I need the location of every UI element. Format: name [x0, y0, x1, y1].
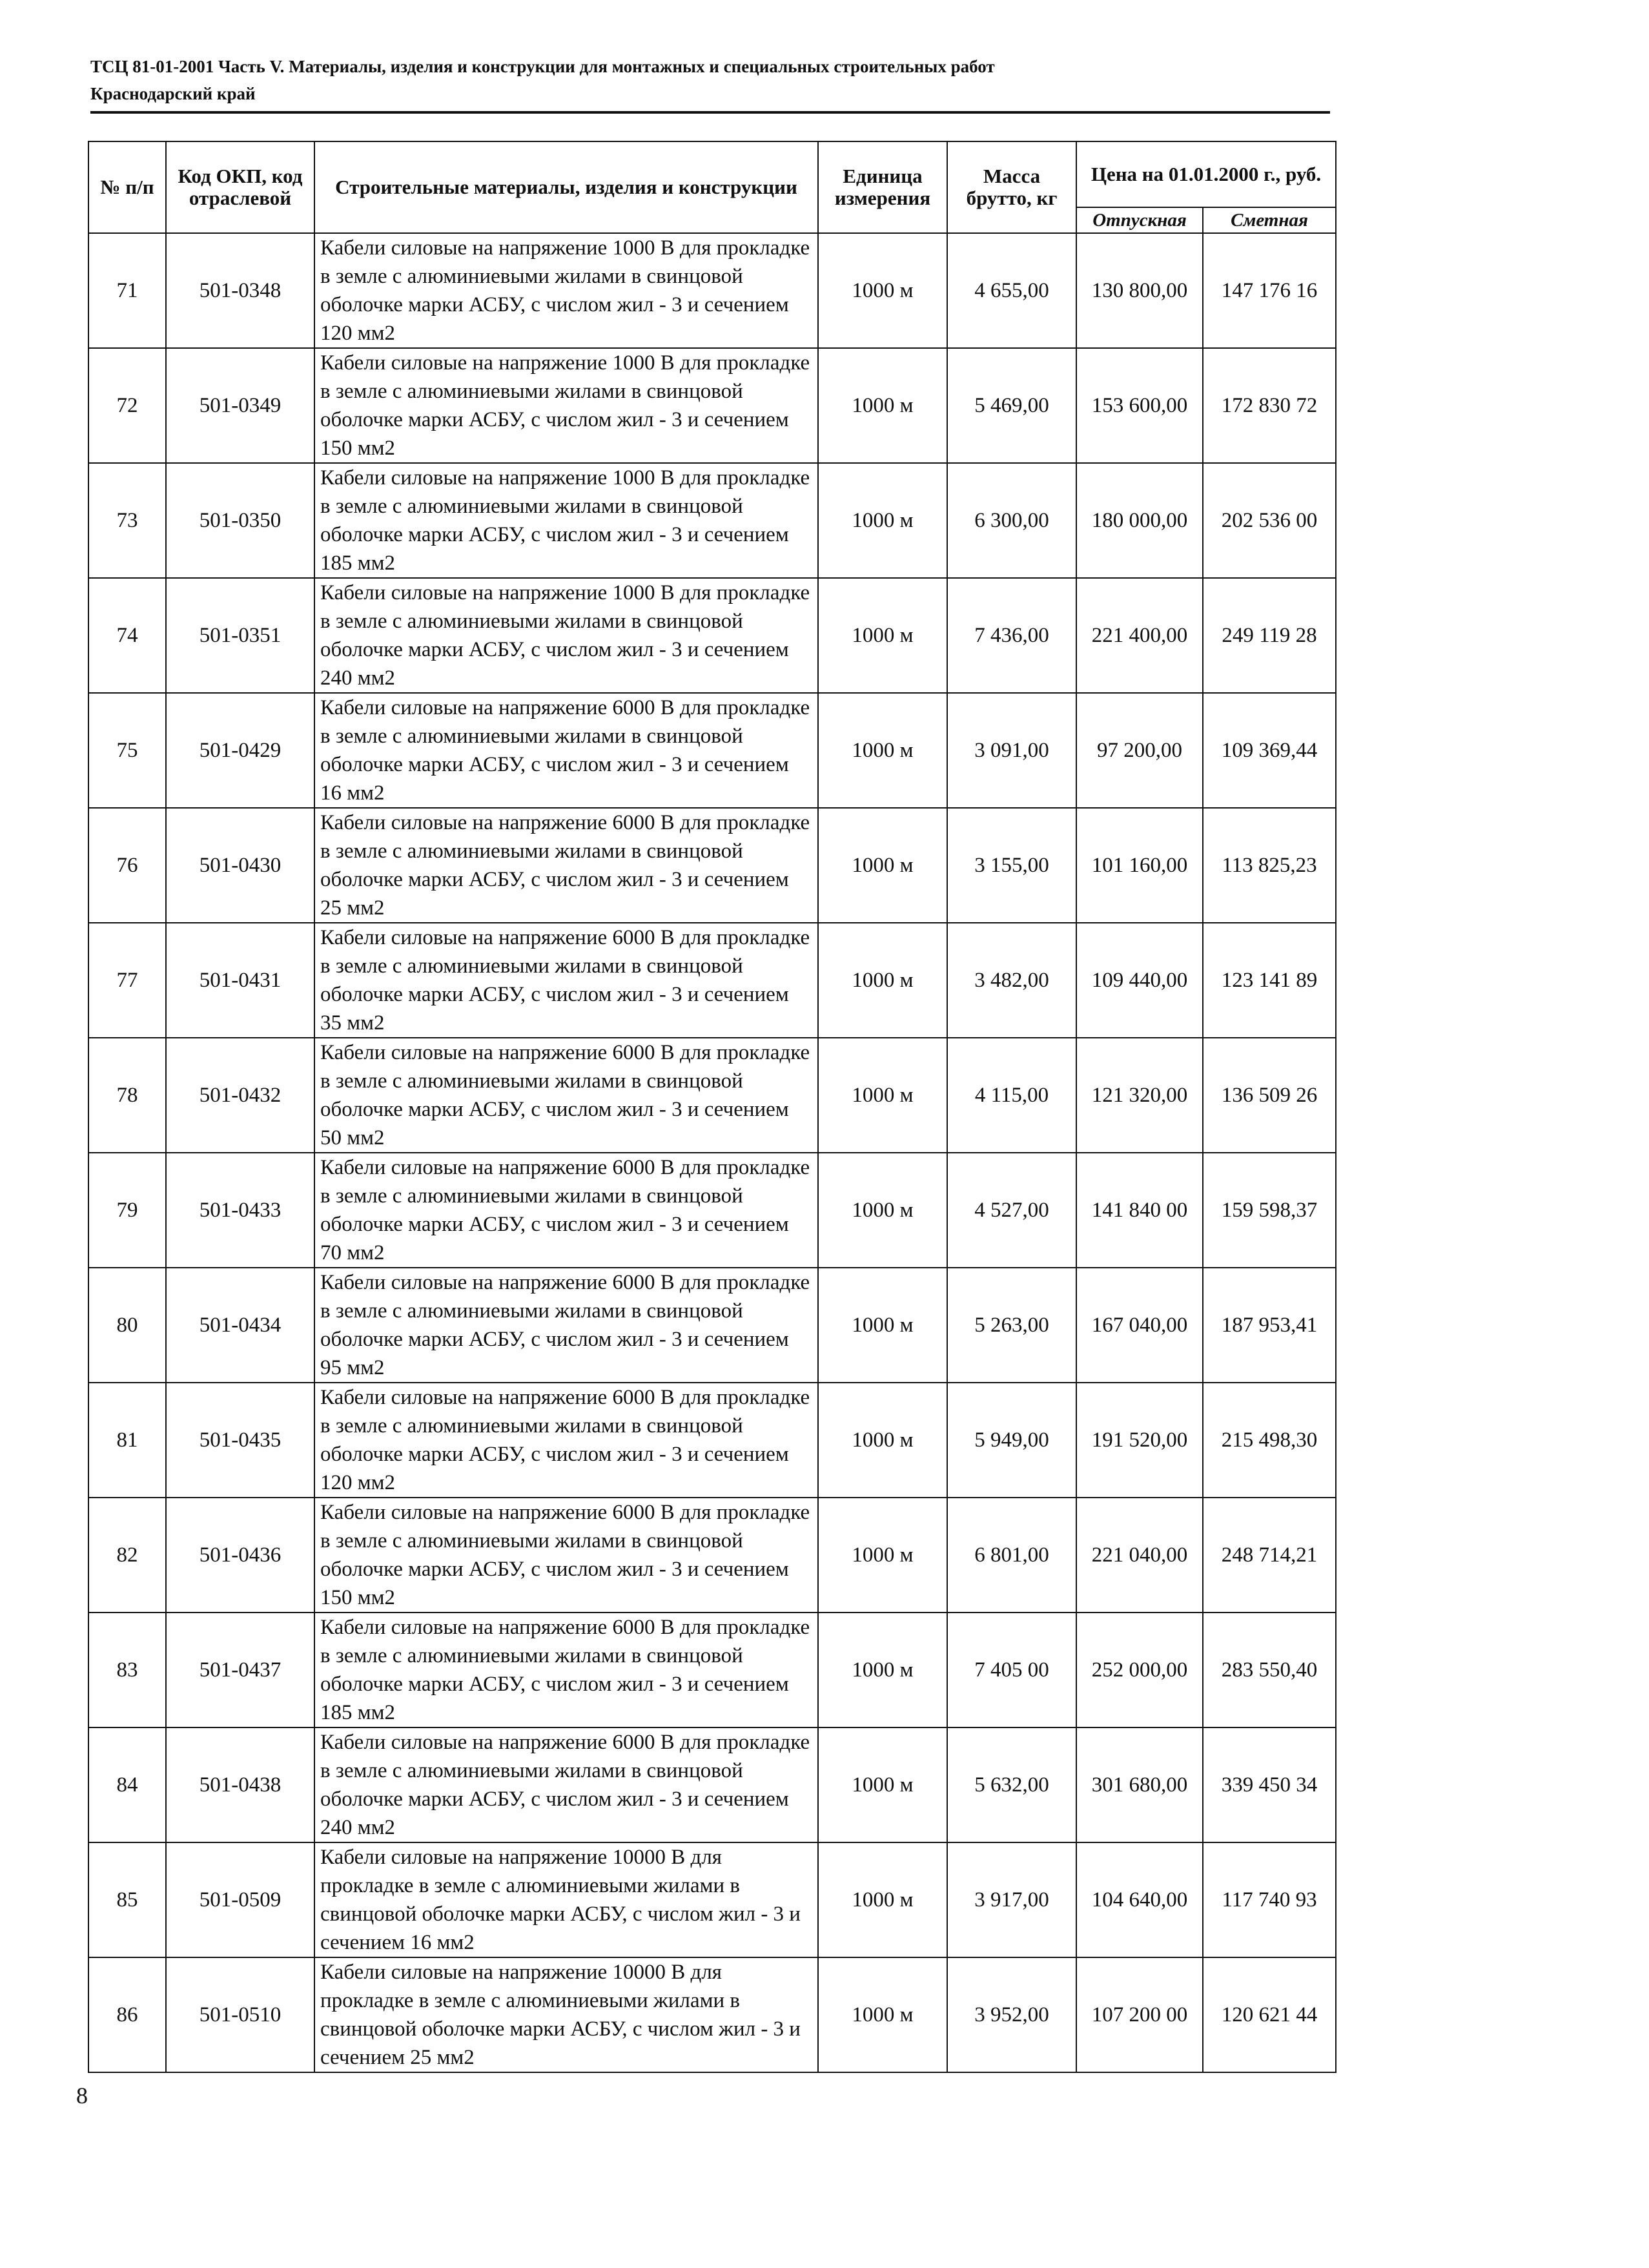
table-row: [88, 923, 1336, 1038]
price-estimate: 339 450 34: [1203, 1727, 1336, 1842]
gross-mass: 3 917,00: [947, 1842, 1076, 1957]
price-release: 167 040,00: [1076, 1268, 1203, 1383]
okp-code: 501-0509: [166, 1842, 314, 1957]
column-header-price-release: Отпускная: [1076, 207, 1203, 233]
material-name: Кабели силовые на напряжение 6000 В для прокладке в земле с алюминиевыми жилами в свинцовой оболочке марки АСБУ, с числом жил - 3 и сечением 95 мм2: [314, 1268, 818, 1383]
price-estimate: 187 953,41: [1203, 1268, 1336, 1383]
gross-mass: 3 952,00: [947, 1957, 1076, 2072]
price-estimate: 147 176 16: [1203, 233, 1336, 348]
column-header-price-estimate: Сметная: [1203, 207, 1336, 233]
gross-mass: 5 469,00: [947, 348, 1076, 463]
table-row: [88, 808, 1336, 923]
table-row: [88, 1038, 1336, 1153]
price-release: 191 520,00: [1076, 1383, 1203, 1498]
unit-of-measure: 1000 м: [818, 1383, 947, 1498]
gross-mass: 6 300,00: [947, 463, 1076, 578]
unit-of-measure: 1000 м: [818, 923, 947, 1038]
table-row: [88, 348, 1336, 463]
price-release: 101 160,00: [1076, 808, 1203, 923]
row-number: 79: [88, 1153, 166, 1268]
price-estimate: 109 369,44: [1203, 693, 1336, 808]
material-name: Кабели силовые на напряжение 1000 В для прокладке в земле с алюминиевыми жилами в свинцовой оболочке марки АСБУ, с числом жил - 3 и сечением 185 мм2: [314, 463, 818, 578]
material-name: Кабели силовые на напряжение 10000 В для прокладке в земле с алюминиевыми жилами в свинцовой оболочке марки АСБУ, с числом жил - 3 и сечением 16 мм2: [314, 1842, 818, 1957]
unit-of-measure: 1000 м: [818, 1842, 947, 1957]
table-row: [88, 233, 1336, 348]
okp-code: 501-0433: [166, 1153, 314, 1268]
gross-mass: 5 949,00: [947, 1383, 1076, 1498]
table-row: [88, 693, 1336, 808]
unit-of-measure: 1000 м: [818, 1268, 947, 1383]
table-row: [88, 1957, 1336, 2072]
row-number: 83: [88, 1613, 166, 1727]
gross-mass: 4 527,00: [947, 1153, 1076, 1268]
material-name: Кабели силовые на напряжение 6000 В для прокладке в земле с алюминиевыми жилами в свинцовой оболочке марки АСБУ, с числом жил - 3 и сечением 70 мм2: [314, 1153, 818, 1268]
column-header-unit: Единица измерения: [818, 141, 947, 233]
gross-mass: 3 091,00: [947, 693, 1076, 808]
row-number: 80: [88, 1268, 166, 1383]
price-release: 109 440,00: [1076, 923, 1203, 1038]
price-release: 141 840 00: [1076, 1153, 1203, 1268]
okp-code: 501-0436: [166, 1498, 314, 1613]
price-estimate: 120 621 44: [1203, 1957, 1336, 2072]
column-header-mass: Масса брутто, кг: [947, 141, 1076, 233]
row-number: 85: [88, 1842, 166, 1957]
material-name: Кабели силовые на напряжение 6000 В для прокладке в земле с алюминиевыми жилами в свинцовой оболочке марки АСБУ, с числом жил - 3 и сечением 150 мм2: [314, 1498, 818, 1613]
price-estimate: 172 830 72: [1203, 348, 1336, 463]
row-number: 77: [88, 923, 166, 1038]
material-name: Кабели силовые на напряжение 6000 В для прокладке в земле с алюминиевыми жилами в свинцовой оболочке марки АСБУ, с числом жил - 3 и сечением 185 мм2: [314, 1613, 818, 1727]
row-number: 81: [88, 1383, 166, 1498]
table-row: [88, 1383, 1336, 1498]
price-release: 221 040,00: [1076, 1498, 1203, 1613]
okp-code: 501-0437: [166, 1613, 314, 1727]
row-number: 78: [88, 1038, 166, 1153]
row-number: 73: [88, 463, 166, 578]
okp-code: 501-0430: [166, 808, 314, 923]
region-name: Краснодарский край: [90, 84, 256, 103]
gross-mass: 4 655,00: [947, 233, 1076, 348]
row-number: 72: [88, 348, 166, 463]
material-name: Кабели силовые на напряжение 6000 В для прокладке в земле с алюминиевыми жилами в свинцовой оболочке марки АСБУ, с числом жил - 3 и сечением 35 мм2: [314, 923, 818, 1038]
price-release: 153 600,00: [1076, 348, 1203, 463]
price-release: 252 000,00: [1076, 1613, 1203, 1727]
material-name: Кабели силовые на напряжение 1000 В для прокладке в земле с алюминиевыми жилами в свинцовой оболочке марки АСБУ, с числом жил - 3 и сечением 120 мм2: [314, 233, 818, 348]
row-number: 74: [88, 578, 166, 693]
material-name: Кабели силовые на напряжение 1000 В для прокладке в земле с алюминиевыми жилами в свинцовой оболочке марки АСБУ, с числом жил - 3 и сечением 150 мм2: [314, 348, 818, 463]
material-name: Кабели силовые на напряжение 6000 В для прокладке в земле с алюминиевыми жилами в свинцовой оболочке марки АСБУ, с числом жил - 3 и сечением 120 мм2: [314, 1383, 818, 1498]
table-row: [88, 463, 1336, 578]
okp-code: 501-0438: [166, 1727, 314, 1842]
gross-mass: 4 115,00: [947, 1038, 1076, 1153]
price-estimate: 202 536 00: [1203, 463, 1336, 578]
page-number: 8: [76, 2083, 88, 2108]
unit-of-measure: 1000 м: [818, 1727, 947, 1842]
column-header-price-group: Цена на 01.01.2000 г., руб.: [1076, 141, 1336, 207]
okp-code: 501-0429: [166, 693, 314, 808]
price-table: [88, 141, 1337, 2073]
okp-code: 501-0348: [166, 233, 314, 348]
price-estimate: 113 825,23: [1203, 808, 1336, 923]
price-estimate: 283 550,40: [1203, 1613, 1336, 1727]
unit-of-measure: 1000 м: [818, 578, 947, 693]
price-release: 130 800,00: [1076, 233, 1203, 348]
gross-mass: 5 263,00: [947, 1268, 1076, 1383]
unit-of-measure: 1000 м: [818, 693, 947, 808]
row-number: 71: [88, 233, 166, 348]
table-row: [88, 1153, 1336, 1268]
unit-of-measure: 1000 м: [818, 1153, 947, 1268]
material-name: Кабели силовые на напряжение 6000 В для прокладке в земле с алюминиевыми жилами в свинцовой оболочке марки АСБУ, с числом жил - 3 и сечением 16 мм2: [314, 693, 818, 808]
row-number: 86: [88, 1957, 166, 2072]
price-estimate: 249 119 28: [1203, 578, 1336, 693]
gross-mass: 3 482,00: [947, 923, 1076, 1038]
page-header: [90, 53, 1330, 107]
column-header-code: Код ОКП, код отраслевой: [166, 141, 314, 233]
unit-of-measure: 1000 м: [818, 1957, 947, 2072]
gross-mass: 3 155,00: [947, 808, 1076, 923]
unit-of-measure: 1000 м: [818, 808, 947, 923]
price-release: 180 000,00: [1076, 463, 1203, 578]
unit-of-measure: 1000 м: [818, 1498, 947, 1613]
okp-code: 501-0350: [166, 463, 314, 578]
table-header: [88, 141, 1336, 233]
gross-mass: 7 405 00: [947, 1613, 1076, 1727]
document-title: ТСЦ 81-01-2001 Часть V. Материалы, изделия и конструкции для монтажных и специальных строительных работ: [90, 57, 995, 76]
okp-code: 501-0510: [166, 1957, 314, 2072]
gross-mass: 5 632,00: [947, 1727, 1076, 1842]
row-number: 76: [88, 808, 166, 923]
table-row: [88, 1727, 1336, 1842]
price-release: 301 680,00: [1076, 1727, 1203, 1842]
price-release: 221 400,00: [1076, 578, 1203, 693]
okp-code: 501-0432: [166, 1038, 314, 1153]
table-row: [88, 1842, 1336, 1957]
price-release: 97 200,00: [1076, 693, 1203, 808]
price-estimate: 123 141 89: [1203, 923, 1336, 1038]
unit-of-measure: 1000 м: [818, 233, 947, 348]
table-row: [88, 1268, 1336, 1383]
table-row: [88, 1498, 1336, 1613]
gross-mass: 6 801,00: [947, 1498, 1076, 1613]
table-row: [88, 578, 1336, 693]
price-estimate: 215 498,30: [1203, 1383, 1336, 1498]
unit-of-measure: 1000 м: [818, 463, 947, 578]
unit-of-measure: 1000 м: [818, 1613, 947, 1727]
table-row: [88, 1613, 1336, 1727]
price-estimate: 159 598,37: [1203, 1153, 1336, 1268]
unit-of-measure: 1000 м: [818, 348, 947, 463]
okp-code: 501-0351: [166, 578, 314, 693]
unit-of-measure: 1000 м: [818, 1038, 947, 1153]
table-body: [88, 233, 1336, 2072]
okp-code: 501-0349: [166, 348, 314, 463]
okp-code: 501-0434: [166, 1268, 314, 1383]
price-release: 107 200 00: [1076, 1957, 1203, 2072]
header-divider: [90, 111, 1330, 114]
price-estimate: 117 740 93: [1203, 1842, 1336, 1957]
row-number: 75: [88, 693, 166, 808]
price-estimate: 136 509 26: [1203, 1038, 1336, 1153]
row-number: 82: [88, 1498, 166, 1613]
gross-mass: 7 436,00: [947, 578, 1076, 693]
column-header-name: Строительные материалы, изделия и конструкции: [314, 141, 818, 233]
column-header-num: № п/п: [88, 141, 166, 233]
material-name: Кабели силовые на напряжение 6000 В для прокладке в земле с алюминиевыми жилами в свинцовой оболочке марки АСБУ, с числом жил - 3 и сечением 240 мм2: [314, 1727, 818, 1842]
material-name: Кабели силовые на напряжение 1000 В для прокладке в земле с алюминиевыми жилами в свинцовой оболочке марки АСБУ, с числом жил - 3 и сечением 240 мм2: [314, 578, 818, 693]
material-name: Кабели силовые на напряжение 6000 В для прокладке в земле с алюминиевыми жилами в свинцовой оболочке марки АСБУ, с числом жил - 3 и сечением 50 мм2: [314, 1038, 818, 1153]
price-release: 104 640,00: [1076, 1842, 1203, 1957]
material-name: Кабели силовые на напряжение 6000 В для прокладке в земле с алюминиевыми жилами в свинцовой оболочке марки АСБУ, с числом жил - 3 и сечением 25 мм2: [314, 808, 818, 923]
okp-code: 501-0431: [166, 923, 314, 1038]
price-estimate: 248 714,21: [1203, 1498, 1336, 1613]
row-number: 84: [88, 1727, 166, 1842]
material-name: Кабели силовые на напряжение 10000 В для прокладке в земле с алюминиевыми жилами в свинцовой оболочке марки АСБУ, с числом жил - 3 и сечением 25 мм2: [314, 1957, 818, 2072]
price-release: 121 320,00: [1076, 1038, 1203, 1153]
okp-code: 501-0435: [166, 1383, 314, 1498]
